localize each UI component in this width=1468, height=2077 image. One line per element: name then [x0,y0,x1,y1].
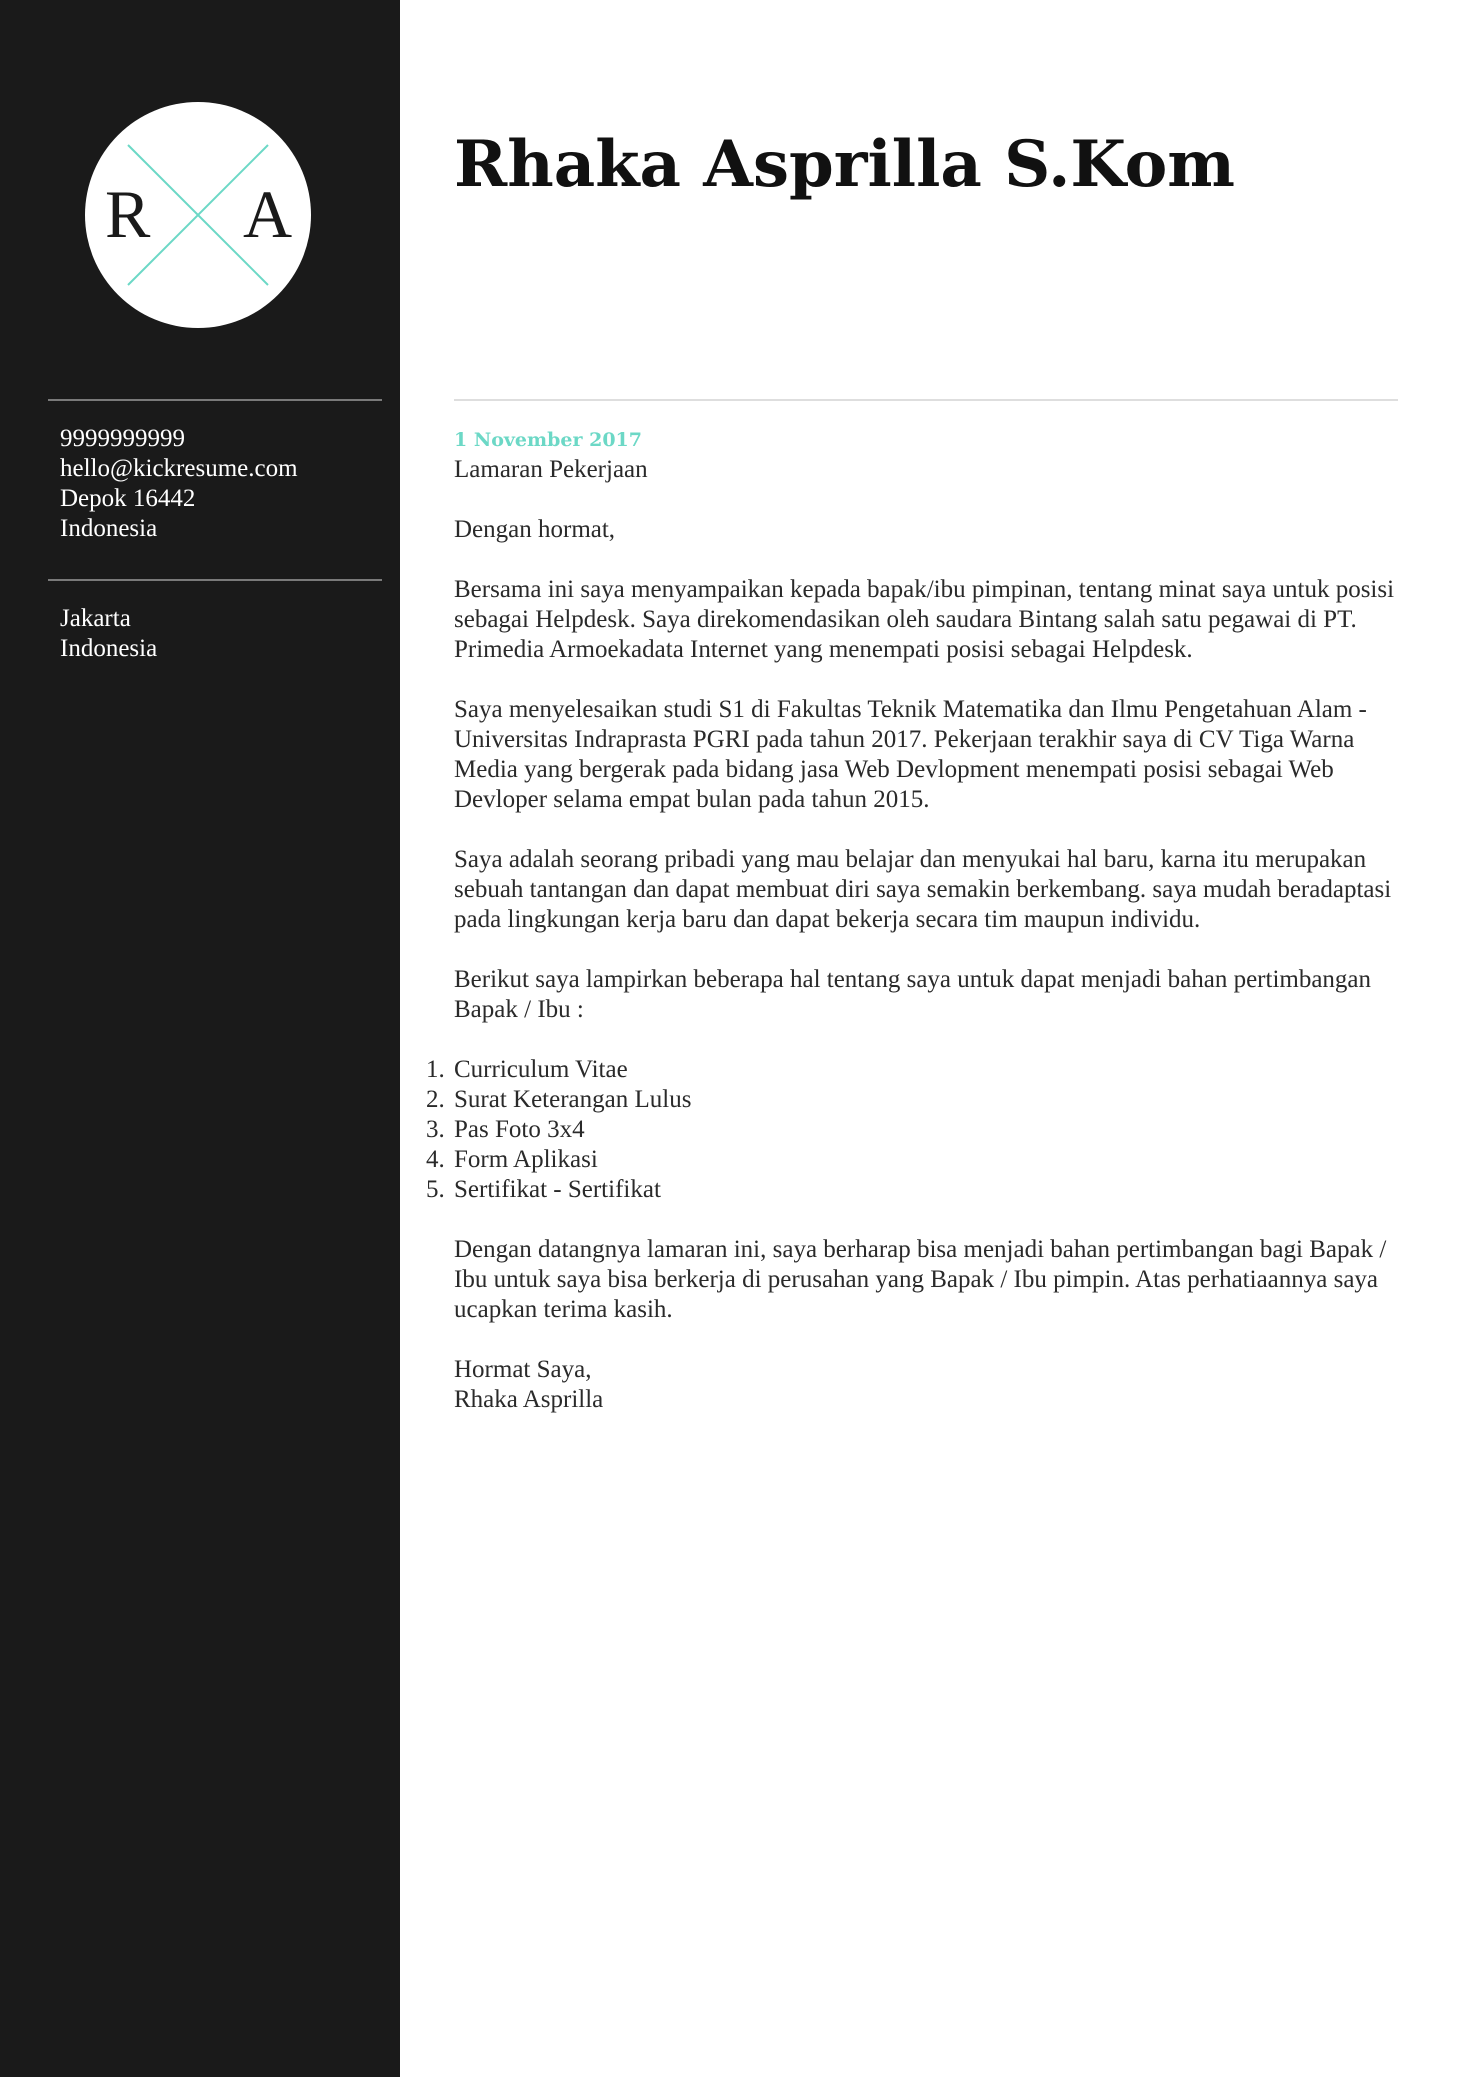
list-item-number: 4. [426,1146,445,1173]
address-city-postal: Depok 16442 [60,485,196,512]
list-item-text: Form Aplikasi [454,1146,598,1173]
letter-final-paragraph: Dengan datangnya lamaran ini, saya berharap bisa menjadi bahan pertimbangan bagi Bapak / Ibu untuk saya bisa berkerja di perusahan yang Bapak / Ibu pimpin. Atas perhatiaannya saya ucapkan terima kasih. [454,1236,1387,1323]
list-item [426,1175,1400,1205]
list-item-text: Surat Keterangan Lulus [454,1086,692,1113]
list-item [426,1145,1400,1175]
phone-number: 9999999999 [60,425,185,452]
monogram-logo [85,102,311,328]
monogram-initial-second: A [243,176,293,252]
closing-salutation: Hormat Saya, [454,1356,592,1383]
sidebar-divider [48,579,382,581]
header-divider [454,399,1398,401]
list-item-number: 1. [426,1056,445,1083]
letter-paragraph: Saya adalah seorang pribadi yang mau belajar dan menyukai hal baru, karna itu merupakan sebuah tantangan dan dapat membuat diri saya semakin berkembang. saya mudah beradaptasi pada lingkungan kerja baru dan dapat bekerja secara tim maupun individu. [454,846,1392,933]
list-item-number: 2. [426,1086,445,1113]
letter-paragraph: Berikut saya lampirkan beberapa hal tentang saya untuk dapat menjadi bahan pertimbangan Bapak / Ibu : [454,966,1372,1023]
list-item [426,1055,1400,1085]
letter-paragraph: Saya menyelesaikan studi S1 di Fakultas Teknik Matematika dan Ilmu Pengetahuan Alam - Universitas Indraprasta PGRI pada tahun 2017. Pekerjaan terakhir saya di CV Tiga Warna Media yang bergerak pada bidang jasa Web Devlopment menempati posisi sebagai Web Devloper selama empat bulan pada tahun 2015. [454,696,1367,813]
location-city: Jakarta [60,605,131,632]
applicant-name: Rhaka Asprilla S.Kom [454,127,1235,202]
contact-info [60,424,390,544]
list-item [426,1085,1400,1115]
attachment-list [426,1055,1400,1205]
list-item-text: Sertifikat - Sertifikat [454,1176,661,1203]
letter-greeting: Dengan hormat, [454,516,616,543]
list-item-number: 5. [426,1176,445,1203]
location-country: Indonesia [60,635,158,662]
list-item [426,1115,1400,1145]
letter-paragraph: Bersama ini saya menyampaikan kepada bapak/ibu pimpinan, tentang minat saya untuk posisi sebagai Helpdesk. Saya direkomendasikan oleh saudara Bintang salah satu pegawai di PT. Primedia Armoekadata Internet yang menempati posisi sebagai Helpdesk. [454,576,1395,663]
address-country: Indonesia [60,515,158,542]
monogram-initial-first: R [105,176,151,252]
letter-subject: Lamaran Pekerjaan [454,456,648,483]
list-item-text: Pas Foto 3x4 [454,1116,585,1143]
list-item-text: Curriculum Vitae [454,1056,628,1083]
location-info [60,604,390,664]
letter-date: 1 November 2017 [454,429,642,451]
letter-closing [454,1355,1400,1415]
sidebar [0,0,400,2077]
signature-name: Rhaka Asprilla [454,1386,604,1413]
list-item-number: 3. [426,1116,445,1143]
sidebar-divider [48,399,382,401]
cover-letter-body [426,425,1400,1415]
email-address[interactable]: hello@kickresume.com [60,455,298,482]
